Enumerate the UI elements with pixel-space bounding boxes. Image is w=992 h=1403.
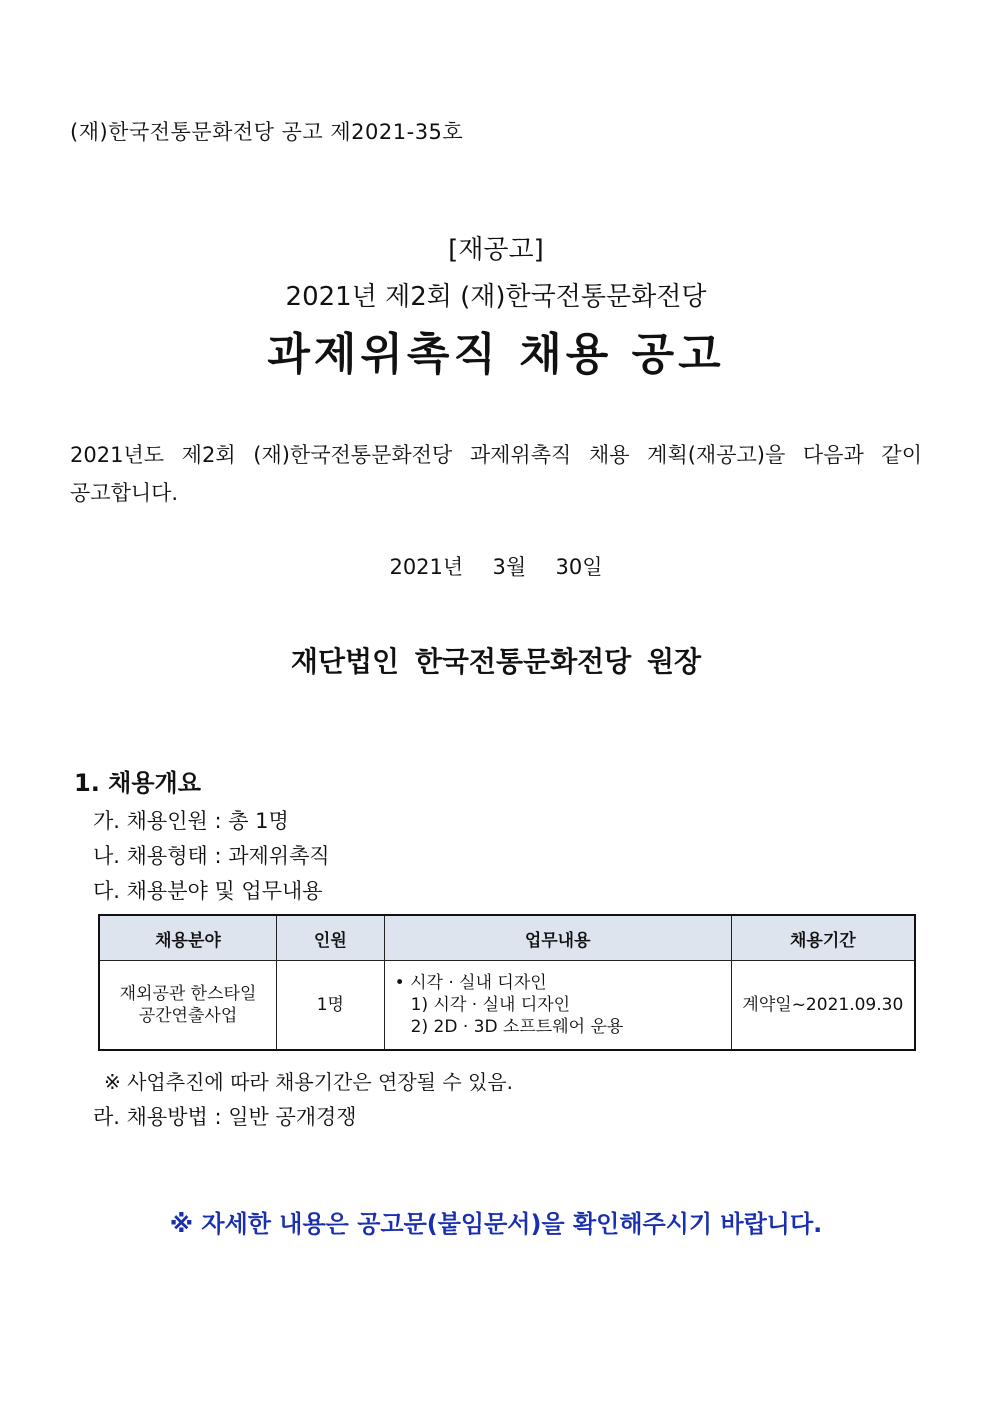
cell-count: 1명 bbox=[276, 961, 384, 1051]
final-notice: ※ 자세한 내용은 공고문(붙임문서)을 확인해주시기 바랍니다. bbox=[169, 1210, 823, 1238]
section-title: 1. 채용개요 bbox=[74, 769, 201, 797]
intro-paragraph: 2021년도 제2회 (재)한국전통문화전당 과제위촉직 채용 계획(재공고)을 다음과 같이 공고합니다. bbox=[70, 443, 922, 505]
signature: 재단법인 한국전통문화전당 원장 bbox=[290, 645, 702, 678]
recruitment-table bbox=[98, 914, 916, 1051]
item-field-duties: 다. 채용분야 및 업무내용 bbox=[93, 879, 323, 903]
cell-duties bbox=[384, 961, 731, 1051]
header-field: 채용분야 bbox=[99, 915, 276, 961]
table-header-row bbox=[99, 915, 915, 961]
cell-period: 계약일~2021.09.30 bbox=[731, 961, 915, 1051]
item-headcount: 가. 채용인원 : 총 1명 bbox=[93, 809, 289, 833]
duty-sub-1: 1) 시각 · 실내 디자인 bbox=[410, 995, 571, 1015]
notice-number: (재)한국전통문화전당 공고 제2021-35호 bbox=[70, 120, 464, 144]
duty-sub-2: 2) 2D · 3D 소프트웨어 운용 bbox=[410, 1017, 624, 1037]
header-duties: 업무내용 bbox=[384, 915, 731, 961]
announcement-date: 2021년 3월 30일 bbox=[389, 555, 603, 579]
item-employment-type: 나. 채용형태 : 과제위촉직 bbox=[93, 844, 330, 868]
header-period: 채용기간 bbox=[731, 915, 915, 961]
table-row bbox=[99, 961, 915, 1051]
page-title: 과제위촉직 채용 공고 bbox=[267, 329, 725, 380]
reannounce-label: [재공고] bbox=[448, 235, 544, 265]
subtitle: 2021년 제2회 (재)한국전통문화전당 bbox=[285, 282, 707, 312]
field-line1: 재외공관 한스타일 bbox=[119, 984, 257, 1004]
item-recruit-method: 라. 채용방법 : 일반 공개경쟁 bbox=[93, 1105, 357, 1129]
extension-note: ※ 사업추진에 따라 채용기간은 연장될 수 있음. bbox=[104, 1070, 514, 1094]
header-count: 인원 bbox=[276, 915, 384, 961]
cell-field bbox=[99, 961, 276, 1051]
field-line2: 공간연출사업 bbox=[138, 1006, 238, 1026]
duty-main: • 시각 · 실내 디자인 bbox=[394, 973, 547, 993]
